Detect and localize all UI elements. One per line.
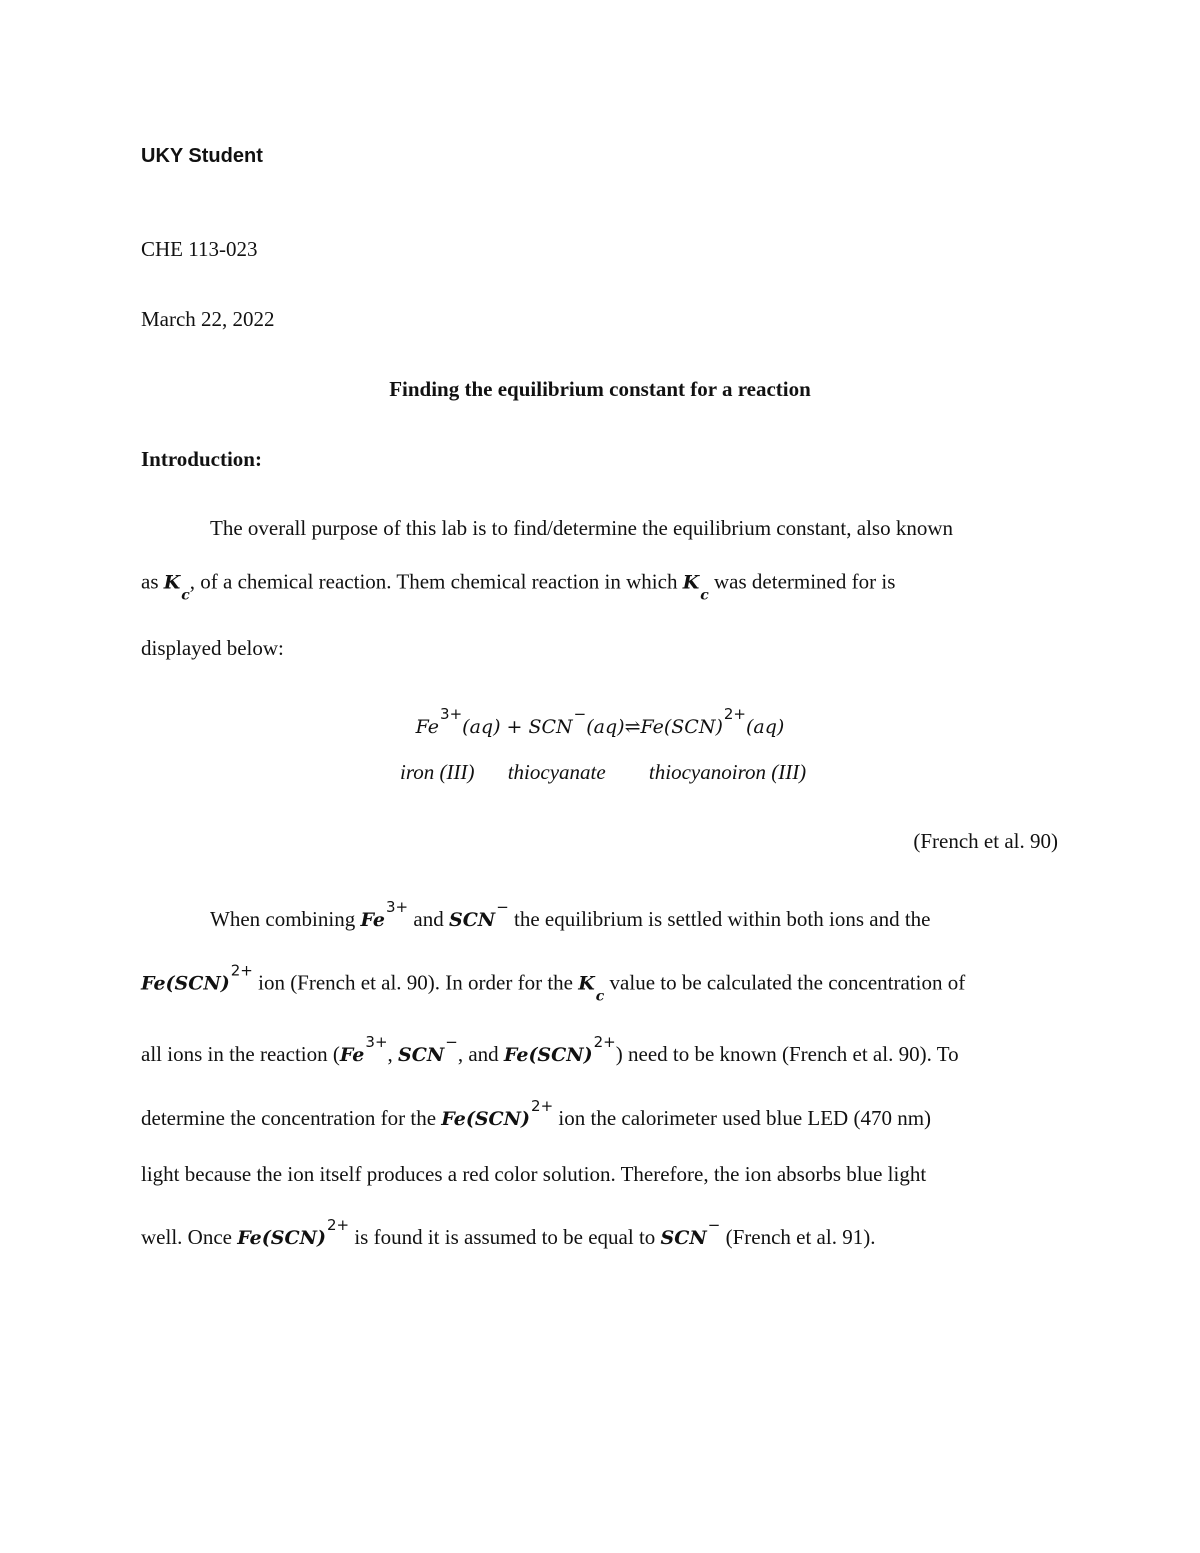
chemical-equation bbox=[0, 705, 1200, 743]
text-run: the equilibrium is settled within both ions and the bbox=[508, 907, 931, 931]
math-expression: (aq) bbox=[746, 716, 785, 738]
math-expression: Fe(SCN)$^{2+}$ bbox=[141, 961, 253, 995]
superscript: 3+ bbox=[386, 898, 409, 916]
math-expression: Fe(SCN)$^{2+}$ bbox=[237, 1216, 350, 1249]
superscript: − bbox=[496, 898, 509, 916]
paragraph-line bbox=[141, 1159, 926, 1189]
superscript: 2+ bbox=[326, 1216, 350, 1234]
subscript: c bbox=[700, 587, 709, 604]
paragraph-line bbox=[210, 898, 931, 936]
paragraph-line bbox=[141, 567, 896, 604]
text-run: The overall purpose of this lab is to find/determine the equilibrium constant, also known bbox=[210, 516, 954, 540]
text-run: , bbox=[387, 1042, 399, 1066]
math-expression: $Fe^{3+}$ bbox=[360, 898, 409, 931]
author-name: UKY Student bbox=[141, 145, 263, 167]
species-name-thiocyanate: thiocyanate bbox=[507, 760, 606, 784]
paragraph-line bbox=[141, 1097, 932, 1135]
math-expression: $K_c$ bbox=[578, 972, 605, 1005]
text-run: is found it is assumed to be equal to bbox=[349, 1225, 661, 1249]
text-run: and bbox=[408, 907, 449, 931]
species-name-thiocyanoiron: thiocyanoiron (III) bbox=[648, 760, 807, 784]
superscript: − bbox=[707, 1216, 721, 1234]
paragraph-line bbox=[210, 513, 953, 543]
text-run: value to be calculated the concentration of bbox=[604, 970, 966, 995]
text-run: displayed below: bbox=[141, 636, 284, 660]
text-run: light because the ion itself produces a red color solution. Therefore, the ion absorbs blue light bbox=[141, 1162, 927, 1186]
paragraph-line bbox=[141, 1216, 876, 1254]
text-run: all ions in the reaction ( bbox=[141, 1042, 340, 1066]
text-run: ) need to be known (French et al. 90). To bbox=[615, 1042, 959, 1066]
citation: (French et al. 90) bbox=[913, 829, 1058, 853]
math-expression: Fe(SCN)$^{2+}$ bbox=[441, 1097, 554, 1130]
text-run: When combining bbox=[210, 907, 361, 931]
superscript: 3+ bbox=[365, 1033, 388, 1051]
paragraph-line bbox=[141, 961, 966, 1005]
superscript: 2+ bbox=[531, 1097, 554, 1115]
math-expression: $Fe^{3+}$ bbox=[339, 1033, 388, 1066]
math-expression: SCN− bbox=[660, 1216, 721, 1249]
text-run: determine the concentration for the bbox=[141, 1106, 442, 1130]
document-title: Finding the equilibrium constant for a reaction bbox=[389, 377, 811, 401]
text-run: , and bbox=[457, 1042, 504, 1066]
math-expression: Fe(SCN)$^{2+}$ bbox=[503, 1033, 616, 1066]
math-expression: $Fe^{3+}$ bbox=[415, 705, 463, 738]
math-expression: SCN− bbox=[398, 1033, 458, 1066]
math-expression: (aq) + SCN− bbox=[462, 705, 587, 738]
superscript: 2+ bbox=[230, 961, 253, 980]
superscript: − bbox=[445, 1033, 458, 1051]
species-name-iron: iron (III) bbox=[400, 760, 475, 784]
text-run: ion the calorimeter used blue LED (470 nm) bbox=[553, 1106, 932, 1130]
species-names bbox=[400, 757, 806, 787]
superscript: 3+ bbox=[440, 705, 463, 723]
introduction-heading: Introduction: bbox=[141, 447, 262, 471]
subscript: c bbox=[181, 587, 190, 604]
course-code: CHE 113-023 bbox=[141, 237, 258, 261]
math-expression: $K_c$ bbox=[682, 571, 709, 604]
text-run: was determined for is bbox=[708, 569, 896, 594]
math-expression: SCN− bbox=[448, 898, 509, 931]
superscript: 2+ bbox=[723, 705, 747, 723]
math-expression: (aq)⇌Fe(SCN)$^{2+}$ bbox=[586, 705, 747, 738]
subscript: c bbox=[595, 988, 605, 1005]
text-run: ion (French et al. 90). In order for the bbox=[252, 970, 579, 995]
text-run: well. Once bbox=[141, 1225, 238, 1249]
text-run: as bbox=[141, 569, 164, 594]
text-run: , of a chemical reaction. Them chemical reaction in which bbox=[189, 569, 683, 594]
math-expression: $K_c$ bbox=[163, 571, 190, 604]
superscript: − bbox=[573, 705, 587, 723]
paragraph-line bbox=[141, 633, 284, 663]
superscript: 2+ bbox=[593, 1033, 616, 1051]
text-run: (French et al. 91). bbox=[720, 1225, 876, 1249]
document-date: March 22, 2022 bbox=[141, 307, 275, 331]
paragraph-line bbox=[141, 1033, 959, 1071]
